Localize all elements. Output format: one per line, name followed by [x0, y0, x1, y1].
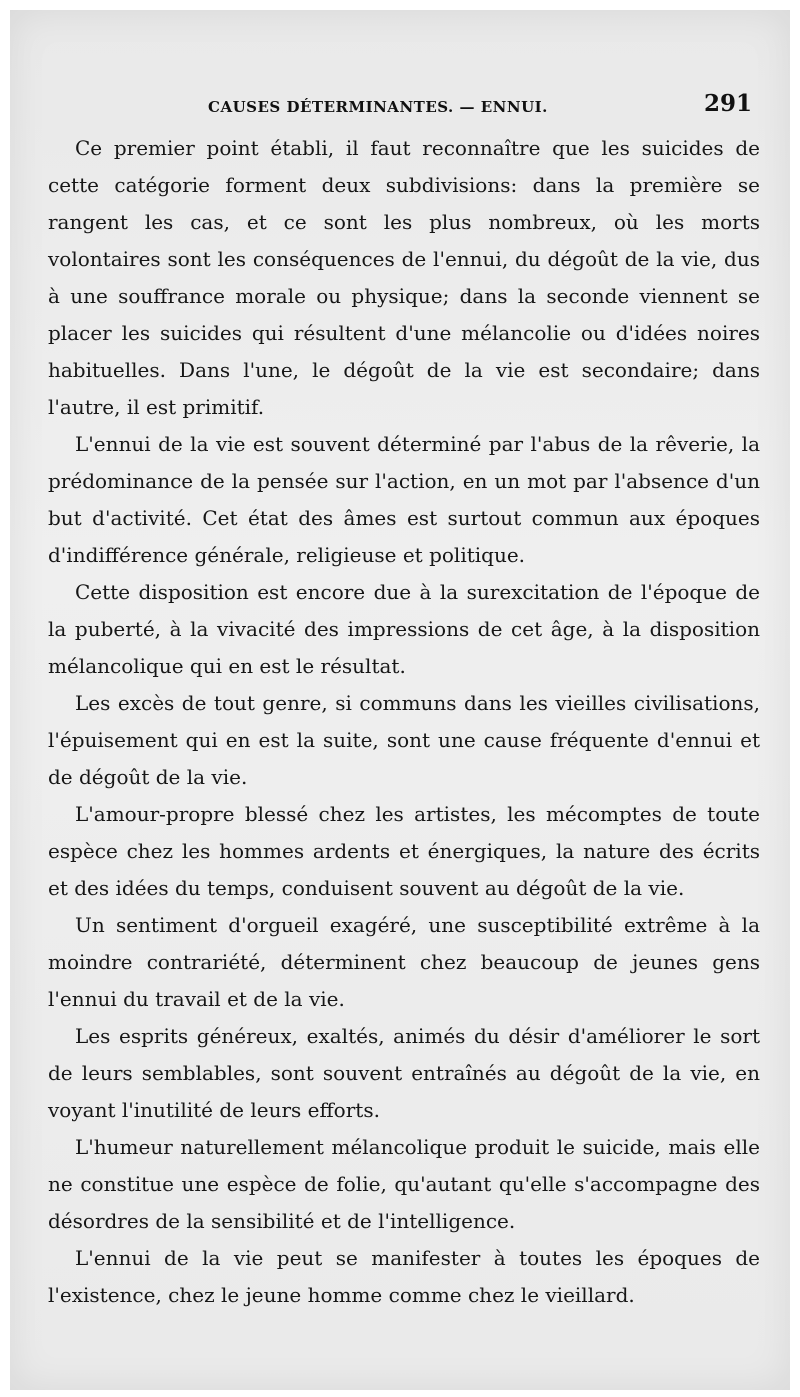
running-title: CAUSES DÉTERMINANTES. — ENNUI.: [208, 98, 548, 116]
book-page: [10, 10, 790, 1390]
paragraph: Ce premier point établi, il faut reconnaître que les suicides de cette catégorie forment deux subdivisions: dans la première se rangent les cas, et ce sont les plus nombreux, où les morts volontaires sont les conséquences de l'ennui, du dégoût de la vie, dus à une souffrance morale ou physique; dans la seconde viennent se placer les suicides qui résultent d'une mélancolie ou d'idées noires habituelles. Dans l'une, le dégoût de la vie est secondaire; dans l'autre, il est primitif.: [48, 136, 760, 419]
body-text: [48, 130, 760, 1314]
paragraph: Un sentiment d'orgueil exagéré, une susceptibilité extrême à la moindre contrariété, déterminent chez beaucoup de jeunes gens l'ennui du travail et de la vie.: [48, 913, 760, 1011]
paragraph: L'amour-propre blessé chez les artistes, les mécomptes de toute espèce chez les hommes ardents et énergiques, la nature des écrits et des idées du temps, conduisent souvent au dégoût de la vie.: [48, 802, 760, 900]
running-head: [10, 88, 790, 128]
paragraph: L'ennui de la vie peut se manifester à toutes les époques de l'existence, chez le jeune homme comme chez le vieillard.: [48, 1246, 760, 1307]
paragraph: L'humeur naturellement mélancolique produit le suicide, mais elle ne constitue une espèce de folie, qu'autant qu'elle s'accompagne des désordres de la sensibilité et de l'intelligence.: [48, 1135, 760, 1233]
paragraph: Les excès de tout genre, si communs dans les vieilles civilisations, l'épuisement qui en est la suite, sont une cause fréquente d'ennui et de dégoût de la vie.: [48, 691, 760, 789]
page-number: 291: [704, 90, 753, 117]
paragraph: Les esprits généreux, exaltés, animés du désir d'améliorer le sort de leurs semblables, sont souvent entraînés au dégoût de la vie, en voyant l'inutilité de leurs efforts.: [48, 1024, 760, 1122]
paragraph: Cette disposition est encore due à la surexcitation de l'époque de la puberté, à la vivacité des impressions de cet âge, à la disposition mélancolique qui en est le résultat.: [48, 580, 760, 678]
paragraph: L'ennui de la vie est souvent déterminé par l'abus de la rêverie, la prédominance de la pensée sur l'action, en un mot par l'absence d'un but d'activité. Cet état des âmes est surtout commun aux époques d'indifférence générale, religieuse et politique.: [48, 432, 760, 567]
